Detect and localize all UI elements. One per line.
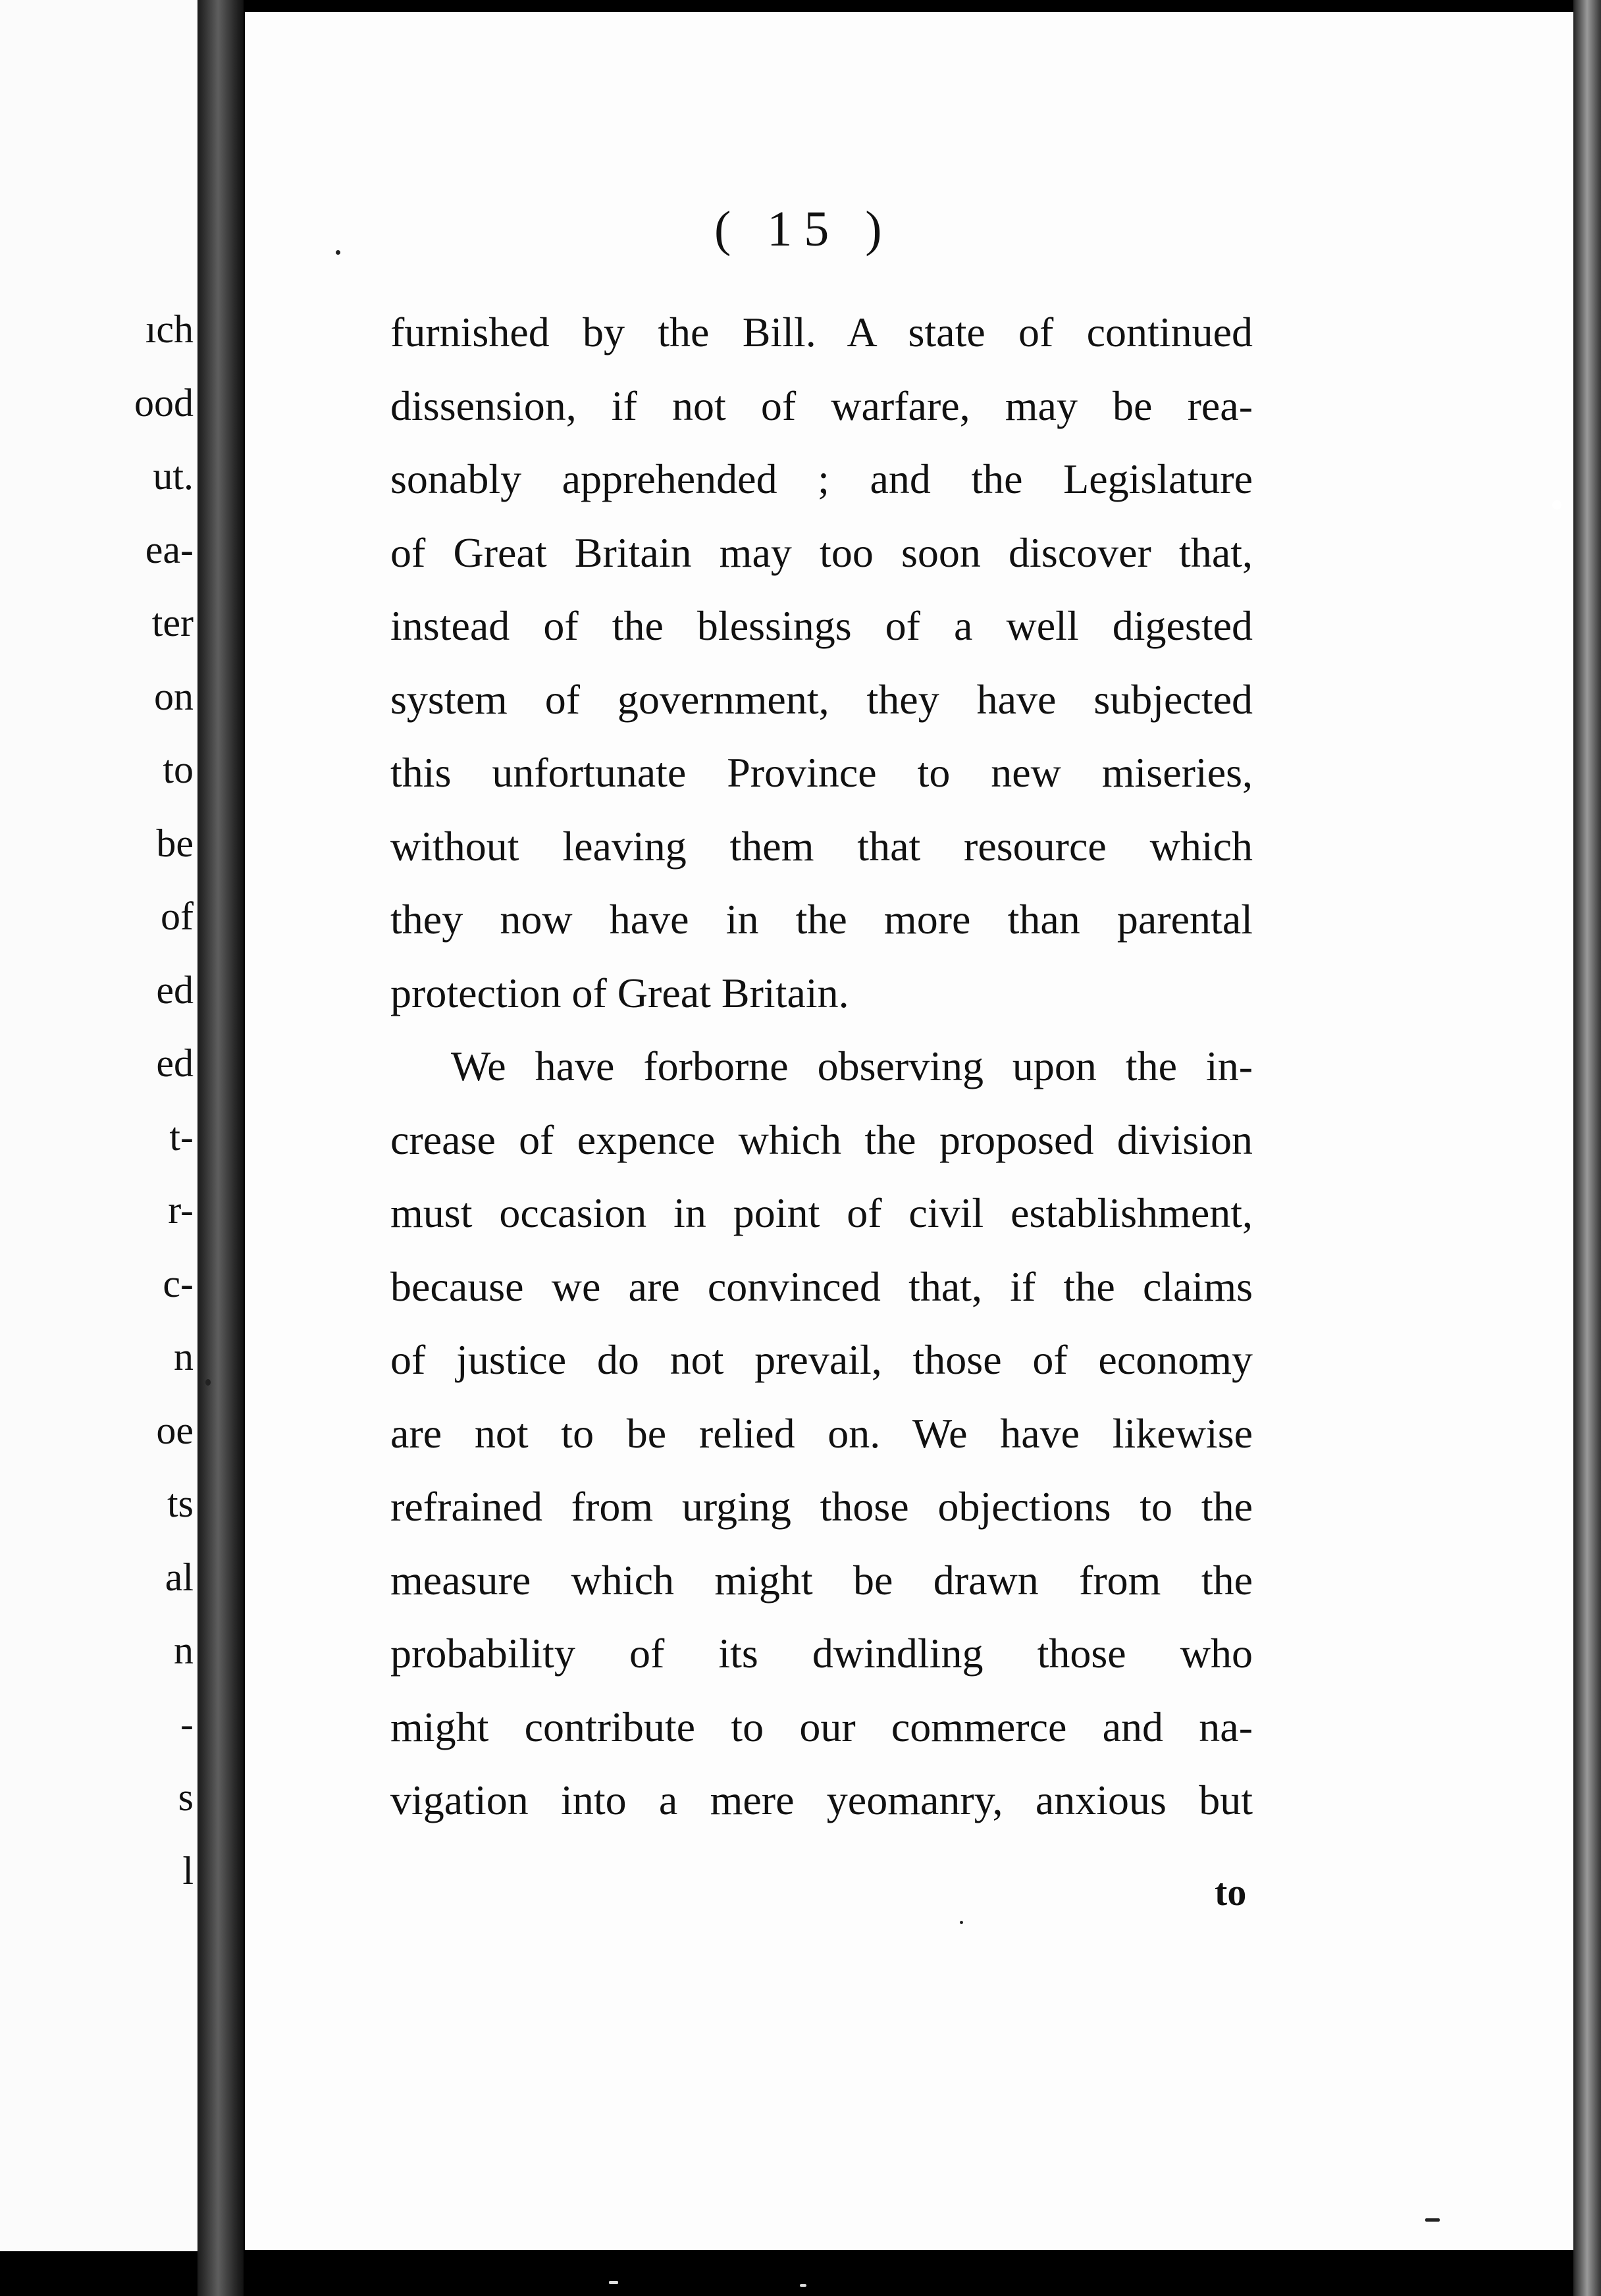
text-line: instead of the blessings of a well digested (390, 602, 1253, 649)
paper-speck (336, 250, 340, 255)
text-line: crease of expence which the proposed division (390, 1116, 1253, 1163)
left-fragment: be (156, 822, 194, 865)
text-line: of justice do not prevail, those of economy (390, 1336, 1253, 1383)
text-line: vigation into a mere yeomanry, anxious but (390, 1777, 1253, 1823)
paper-speck (205, 1379, 211, 1386)
text-line: furnished by the Bill. A state of continued (390, 309, 1253, 355)
page-edge-shadow (1573, 0, 1601, 2296)
paper-speck (800, 2284, 806, 2287)
text-line: because we are convinced that, if the claims (390, 1263, 1253, 1310)
text-line: measure which might be drawn from the (390, 1557, 1253, 1604)
left-fragment: on (154, 675, 194, 718)
left-fragment: s (178, 1775, 194, 1819)
left-fragment: ter (151, 601, 194, 644)
page-number: ( 15 ) (714, 201, 894, 257)
left-fragment: oe (156, 1409, 194, 1452)
left-fragment: r- (168, 1188, 194, 1232)
left-fragment: n (174, 1629, 194, 1672)
left-facing-page (0, 0, 197, 2251)
left-fragment: ıch (145, 307, 194, 351)
left-fragment: n (174, 1335, 194, 1378)
left-fragment: ed (156, 968, 194, 1012)
left-fragment: c- (163, 1262, 194, 1305)
left-fragment: to (163, 748, 194, 791)
left-fragment: al (165, 1555, 194, 1599)
left-fragment: ut. (153, 454, 194, 498)
left-fragment: ed (156, 1041, 194, 1085)
left-page-text-fragments (0, 0, 197, 2251)
left-fragment: ea- (145, 528, 194, 571)
paper-speck (1552, 500, 1562, 509)
left-fragment: ts (167, 1482, 194, 1525)
text-line: this unfortunate Province to new miseries, (390, 749, 1253, 796)
text-line: must occasion in point of civil establishment, (390, 1189, 1253, 1236)
text-line: of Great Britain may too soon discover that, (390, 529, 1253, 576)
text-line: dissension, if not of warfare, may be rea- (390, 382, 1253, 429)
paper-speck (609, 2281, 618, 2284)
paper-speck (960, 1921, 963, 1924)
text-line: system of government, they have subjected (390, 676, 1253, 723)
text-line: without leaving them that resource which (390, 823, 1253, 870)
text-line: they now have in the more than parental (390, 896, 1253, 943)
left-fragment: ood (134, 381, 194, 425)
left-fragment: l (182, 1849, 194, 1892)
binding-gutter (197, 0, 244, 2296)
left-fragment: of (161, 895, 194, 938)
text-line: probability of its dwindling those who (390, 1630, 1253, 1677)
left-fragment: t- (169, 1115, 194, 1159)
paper-speck (1425, 2218, 1440, 2222)
left-fragment: - (180, 1702, 194, 1746)
text-line: are not to be relied on. We have likewise (390, 1410, 1253, 1457)
text-line: refrained from urging those objections to the (390, 1483, 1253, 1530)
text-line: We have forborne observing upon the in- (451, 1043, 1253, 1089)
text-line: sonably apprehended ; and the Legislature (390, 456, 1253, 502)
text-line: protection of Great Britain. (390, 970, 849, 1016)
text-line: might contribute to our commerce and na- (390, 1704, 1253, 1750)
catchword: to (1215, 1871, 1247, 1914)
